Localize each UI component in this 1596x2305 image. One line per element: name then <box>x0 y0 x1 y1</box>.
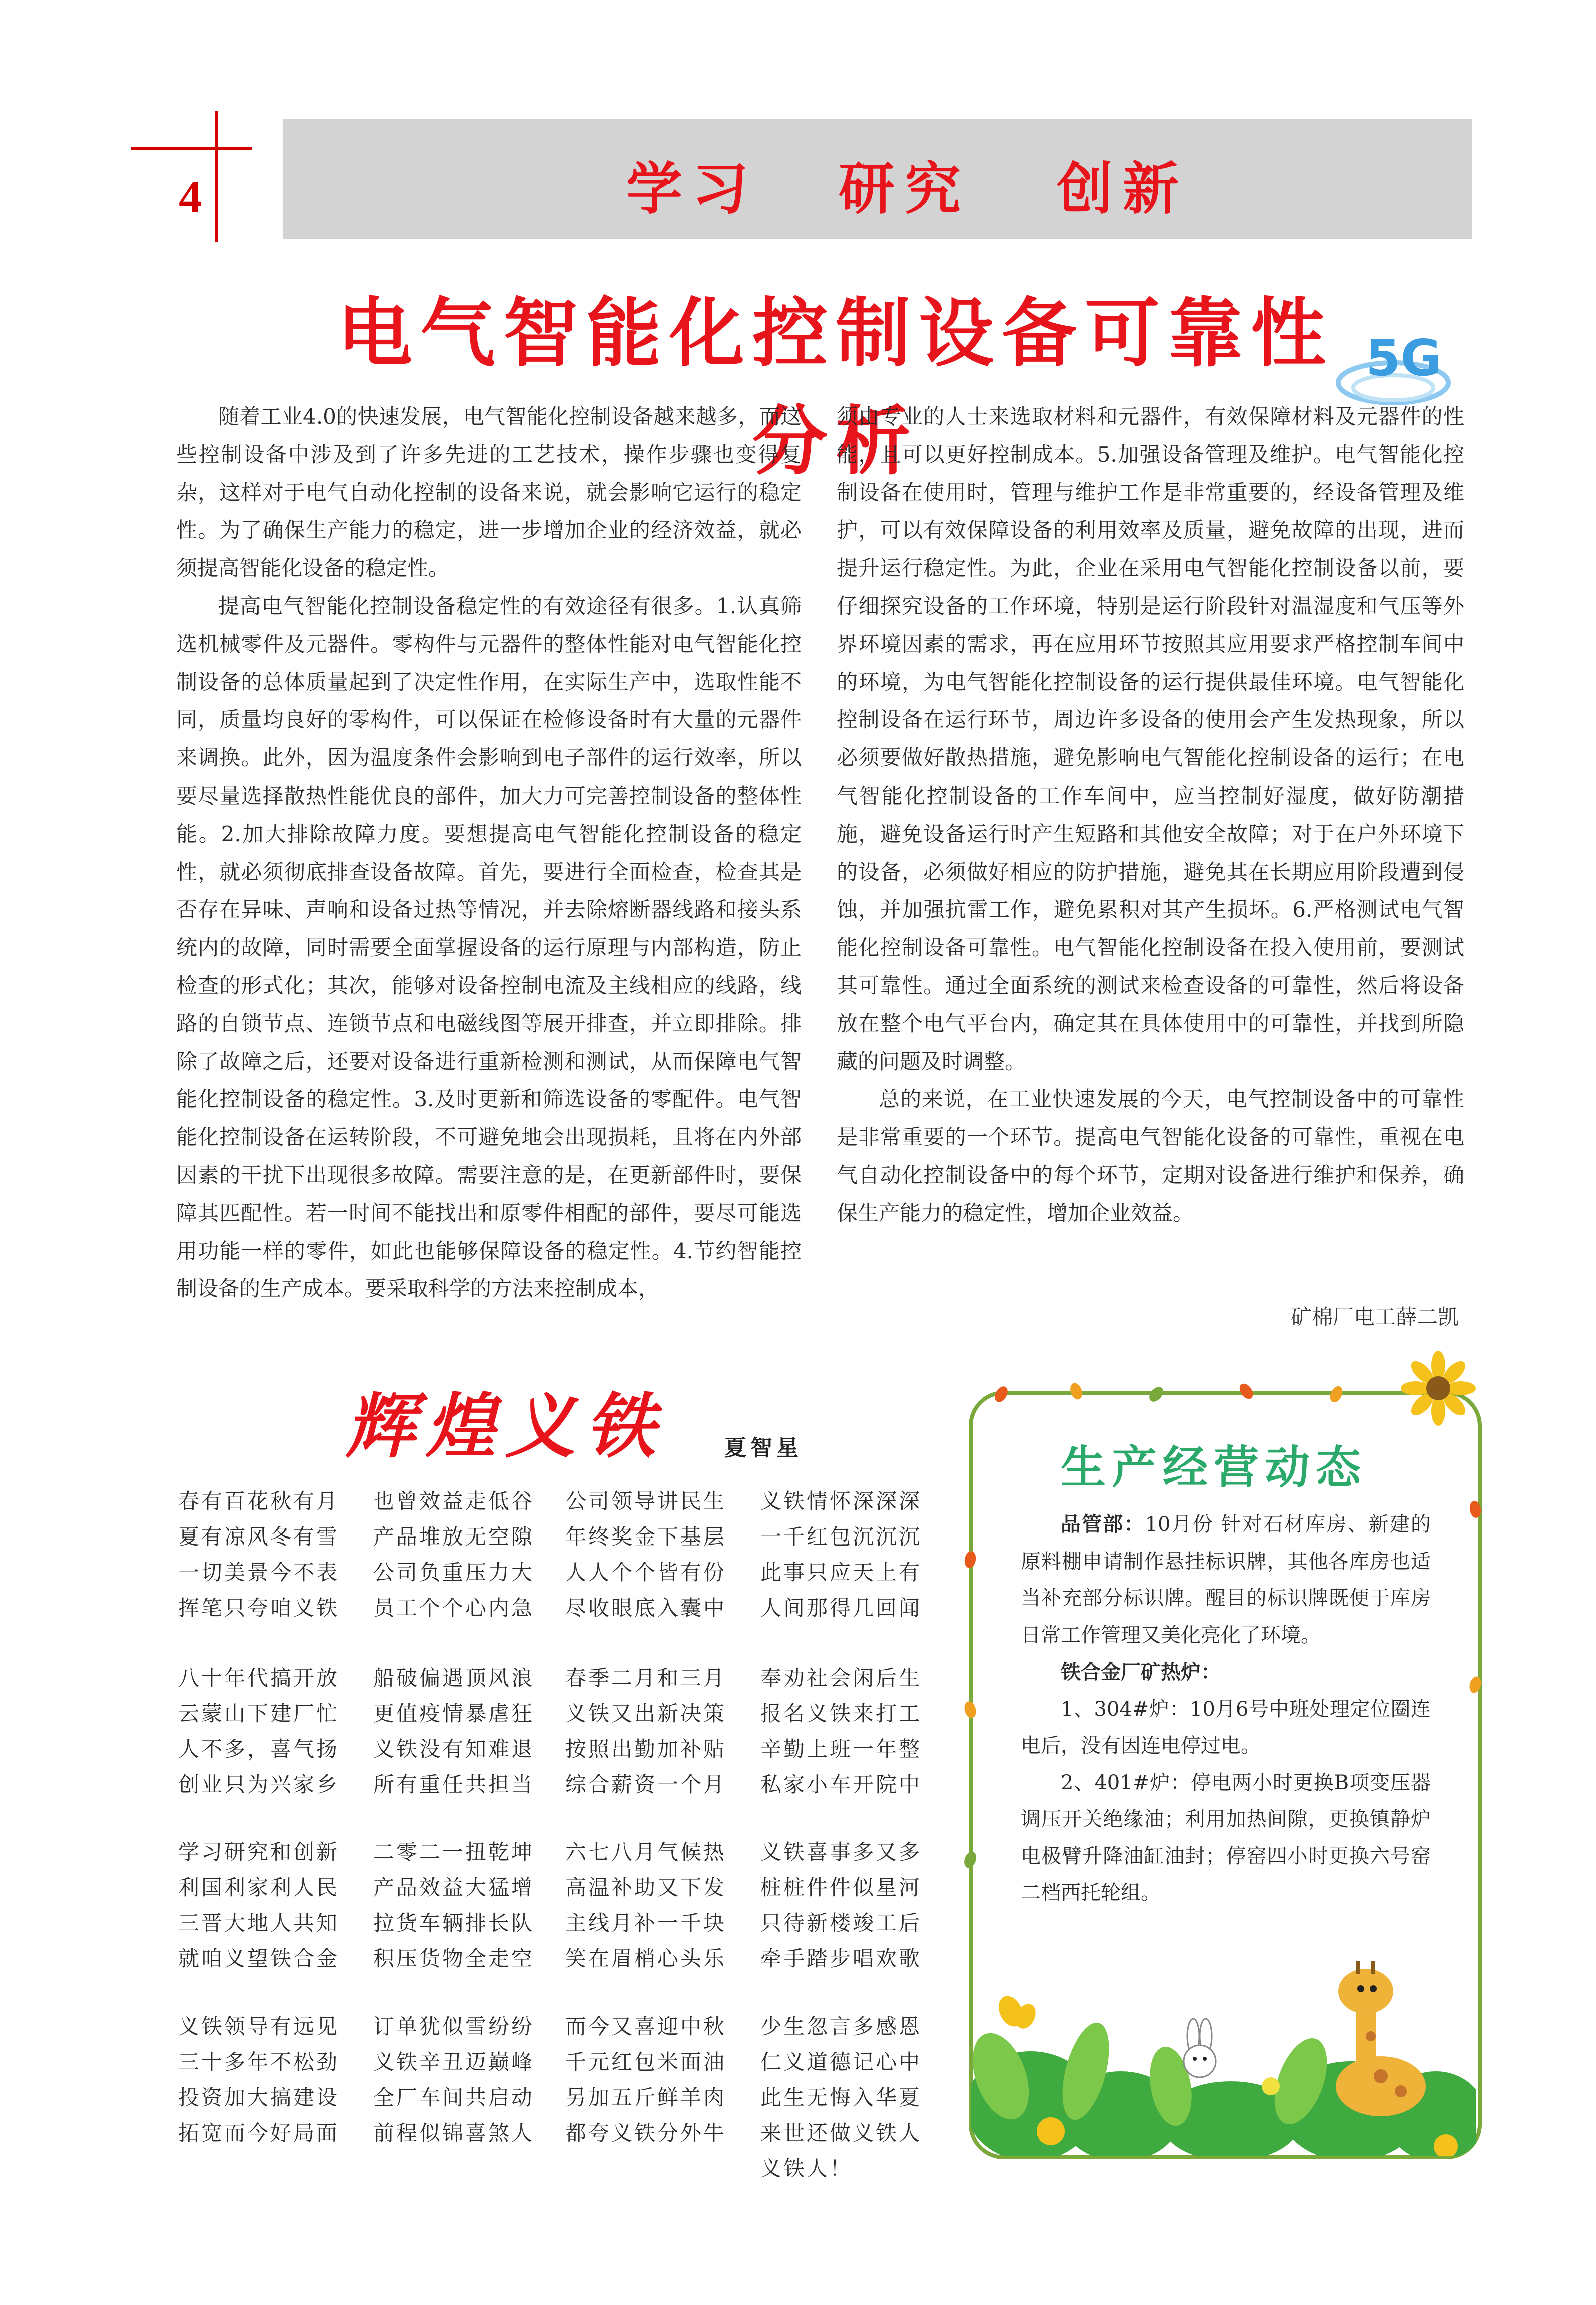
poem-stanza: 船破偏遇顶风浪 更值疫情暴虐狂 义铁没有知难退 所有重任共担当 <box>373 1666 535 1797</box>
poem-title: 辉煌义铁 <box>345 1386 666 1468</box>
poem-stanza: 春有百花秋有月 夏有凉风冬有雪 一切美景今不表 挥笔只夸咱义铁 <box>178 1489 340 1620</box>
news-item-text: 2、401#炉：停电两小时更换B项变压器调压开关绝缘油；利用加热间隙，更换镇静炉电极臂升降油缸油封；停窑四小时更换六号窑二档西托轮组。 <box>1021 1771 1431 1904</box>
article-paragraph: 总的来说，在工业快速发展的今天，电气控制设备中的可靠性是非常重要的一个环节。提高电气智能化设备的可靠性，重视在电气自动化控制设备中的每个环节，定期对设备进行维护和保养，确保生产能力的稳定性，增加企业效益。 <box>837 1087 1464 1225</box>
registration-mark-horizontal <box>131 147 252 150</box>
rabbit-icon <box>1184 2019 1216 2077</box>
poem-stanza: 二零二一扭乾坤 产品效益大猛增 拉货车辆排长队 积压货物全走空 <box>373 1840 535 1971</box>
poem-stanza: 订单犹似雪纷纷 义铁辛丑迈巅峰 全厂车间共启动 前程似锦喜煞人 <box>373 2014 535 2145</box>
article-author: 矿棉厂电工薛二凯 <box>1290 1305 1459 1329</box>
poem-stanza: 六七八月气候热 高温补助又下发 主线月补一千块 笑在眉梢心头乐 <box>565 1840 727 1971</box>
page-number: 4 <box>179 171 202 222</box>
poem-stanza: 学习研究和创新 利国利家利人民 三晋大地人共知 就咱义望铁合金 <box>178 1840 340 1971</box>
poem-author: 夏智星 <box>724 1435 803 1461</box>
poem-stanza: 也曾效益走低谷 产品堆放无空隙 公司负重压力大 员工个个心内急 <box>373 1489 535 1620</box>
garden-illustration-icon <box>971 1936 1476 2156</box>
article-right-column <box>837 398 1464 1232</box>
news-item-text: 1、304#炉：10月6号中班处理定位圈连电后，没有因连电停过电。 <box>1021 1697 1431 1757</box>
poem-stanza: 春季二月和三月 义铁又出新决策 按照出勤加补贴 综合薪资一个月 <box>565 1666 727 1797</box>
poem-stanza: 公司领导讲民生 年终奖金下基层 人人个个皆有份 尽收眼底入囊中 <box>565 1489 727 1620</box>
news-body <box>1021 1506 1431 1912</box>
news-item-label: 铁合金厂矿热炉： <box>1061 1660 1221 1684</box>
header-band <box>283 119 1472 239</box>
article-left-column <box>176 398 802 1308</box>
poem-stanza: 义铁喜事多又多 桩桩件件似星河 只待新楼竣工后 牵手踏步唱欢歌 <box>760 1840 922 1971</box>
header-word-research: 研究 <box>839 157 971 222</box>
poem-stanza: 义铁情怀深深深 一千红包沉沉沉 此事只应天上有 人间那得几回闻 <box>760 1489 922 1620</box>
news-item-label: 品管部： <box>1061 1512 1145 1536</box>
article-title: 电气智能化控制设备可靠性分析 <box>337 290 1334 485</box>
header-word-innovation: 创新 <box>1057 157 1189 222</box>
badge-text: 5G <box>1366 329 1442 387</box>
poem-stanza: 义铁领导有远见 三十多年不松劲 投资加大搞建设 拓宽而今好局面 <box>178 2014 340 2145</box>
news-title: 生产经营动态 <box>1061 1441 1367 1494</box>
article-paragraph: 随着工业4.0的快速发展，电气智能化控制设备越来越多，而这些控制设备中涉及到了许多先进的工艺技术，操作步骤也变得复杂，这样对于电气自动化控制的设备来说，就会影响它运行的稳定性。为了确保生产能力的稳定，进一步增加企业的经济效益，就必须提高智能化设备的稳定性。 <box>176 404 802 581</box>
sunflower-icon <box>1401 1351 1476 1426</box>
poem-stanza: 而今又喜迎中秋 千元红包米面油 另加五斤鲜羊肉 都夸义铁分外牛 <box>565 2014 727 2145</box>
registration-mark-vertical <box>215 111 218 242</box>
giraffe-icon <box>1336 1961 1426 2116</box>
news-item-text: 10月份 针对石材库房、新建的原料棚申请制作悬挂标识牌，其他各库房也适当补充部分标识牌。醒目的标识牌既便于库房日常工作管理又美化亮化了环境。 <box>1021 1513 1431 1647</box>
article-paragraph: 须由专业的人士来选取材料和元器件，有效保障材料及元器件的性能，且可以更好控制成本。5.加强设备管理及维护。电气智能化控制设备在使用时，管理与维护工作是非常重要的，经设备管理及维护，可以有效保障设备的利用效率及质量，避免故障的出现，进而提升运行稳定性。为此，企业在采用电气智能化控制设备以前，要仔细探究设备的工作环境，特别是运行阶段针对温湿度和气压等外界环境因素的需求，再在应用环节按照其应用要求严格控制车间中的环境，为电气智能化控制设备的运行提供最佳环境。电气智能化控制设备在运行环节，周边许多设备的使用会产生发热现象，所以必须要做好散热措施，避免影响电气智能化控制设备的运行；在电气智能化控制设备的工作车间中，应当控制好湿度，做好防潮措施，避免设备运行时产生短路和其他安全故障；对于在户外环境下的设备，必须做好相应的防护措施，避免其在长期应用阶段遭到侵蚀，并加强抗雷工作，避免累积对其产生损坏。6.严格测试电气智能化控制设备可靠性。电气智能化控制设备在投入使用前，要测试其可靠性。通过全面系统的测试来检查设备的可靠性，然后将设备放在整个电气平台内，确定其在具体使用中的可靠性，并找到所隐藏的问题及时调整。 <box>837 404 1464 1074</box>
poem-stanza: 八十年代搞开放 云蒙山下建厂忙 人不多，喜气扬 创业只为兴家乡 <box>178 1666 340 1797</box>
poem-stanza: 奉劝社会闲后生 报名义铁来打工 辛勤上班一年整 私家小车开院中 <box>760 1666 922 1797</box>
poem-stanza: 少生忽言多感恩 仁义道德记心中 此生无悔入华夏 来世还做义铁人 义铁人！ <box>760 2014 922 2181</box>
butterfly-icon <box>994 1992 1040 2032</box>
article-paragraph: 提高电气智能化控制设备稳定性的有效途径有很多。1.认真筛选机械零件及元器件。零构件与元器件的整体性能对电气智能化控制设备的总体质量起到了决定性作用，在实际生产中，选取性能不同，质量均良好的零构件，可以保证在检修设备时有大量的元器件来调换。此外，因为温度条件会影响到电子部件的运行效率，所以要尽量选择散热性能优良的部件，加大力可完善控制设备的整体性能。2.加大排除故障力度。要想提高电气智能化控制设备的稳定性，就必须彻底排查设备故障。首先，要进行全面检查，检查其是否存在异味、声响和设备过热等情况，并去除熔断器线路和接头系统内的故障，同时需要全面掌握设备的运行原理与内部构造，防止检查的形式化；其次，能够对设备控制电流及主线相应的线路，线路的自锁节点、连锁节点和电磁线图等展开排查，并立即排除。排除了故障之后，还要对设备进行重新检测和测试，从而保障电气智能化控制设备的稳定性。3.及时更新和筛选设备的零配件。电气智能化控制设备在运转阶段，不可避免地会出现损耗，且将在内外部因素的干扰下出现很多故障。需要注意的是，在更新部件时，要保障其匹配性。若一时间不能找出和原零件相配的部件，要尽可能选用功能一样的零件，如此也能够保障设备的稳定性。4.节约智能控制设备的生产成本。要采取科学的方法来控制成本， <box>176 593 802 1301</box>
header-word-study: 学习 <box>626 157 758 222</box>
